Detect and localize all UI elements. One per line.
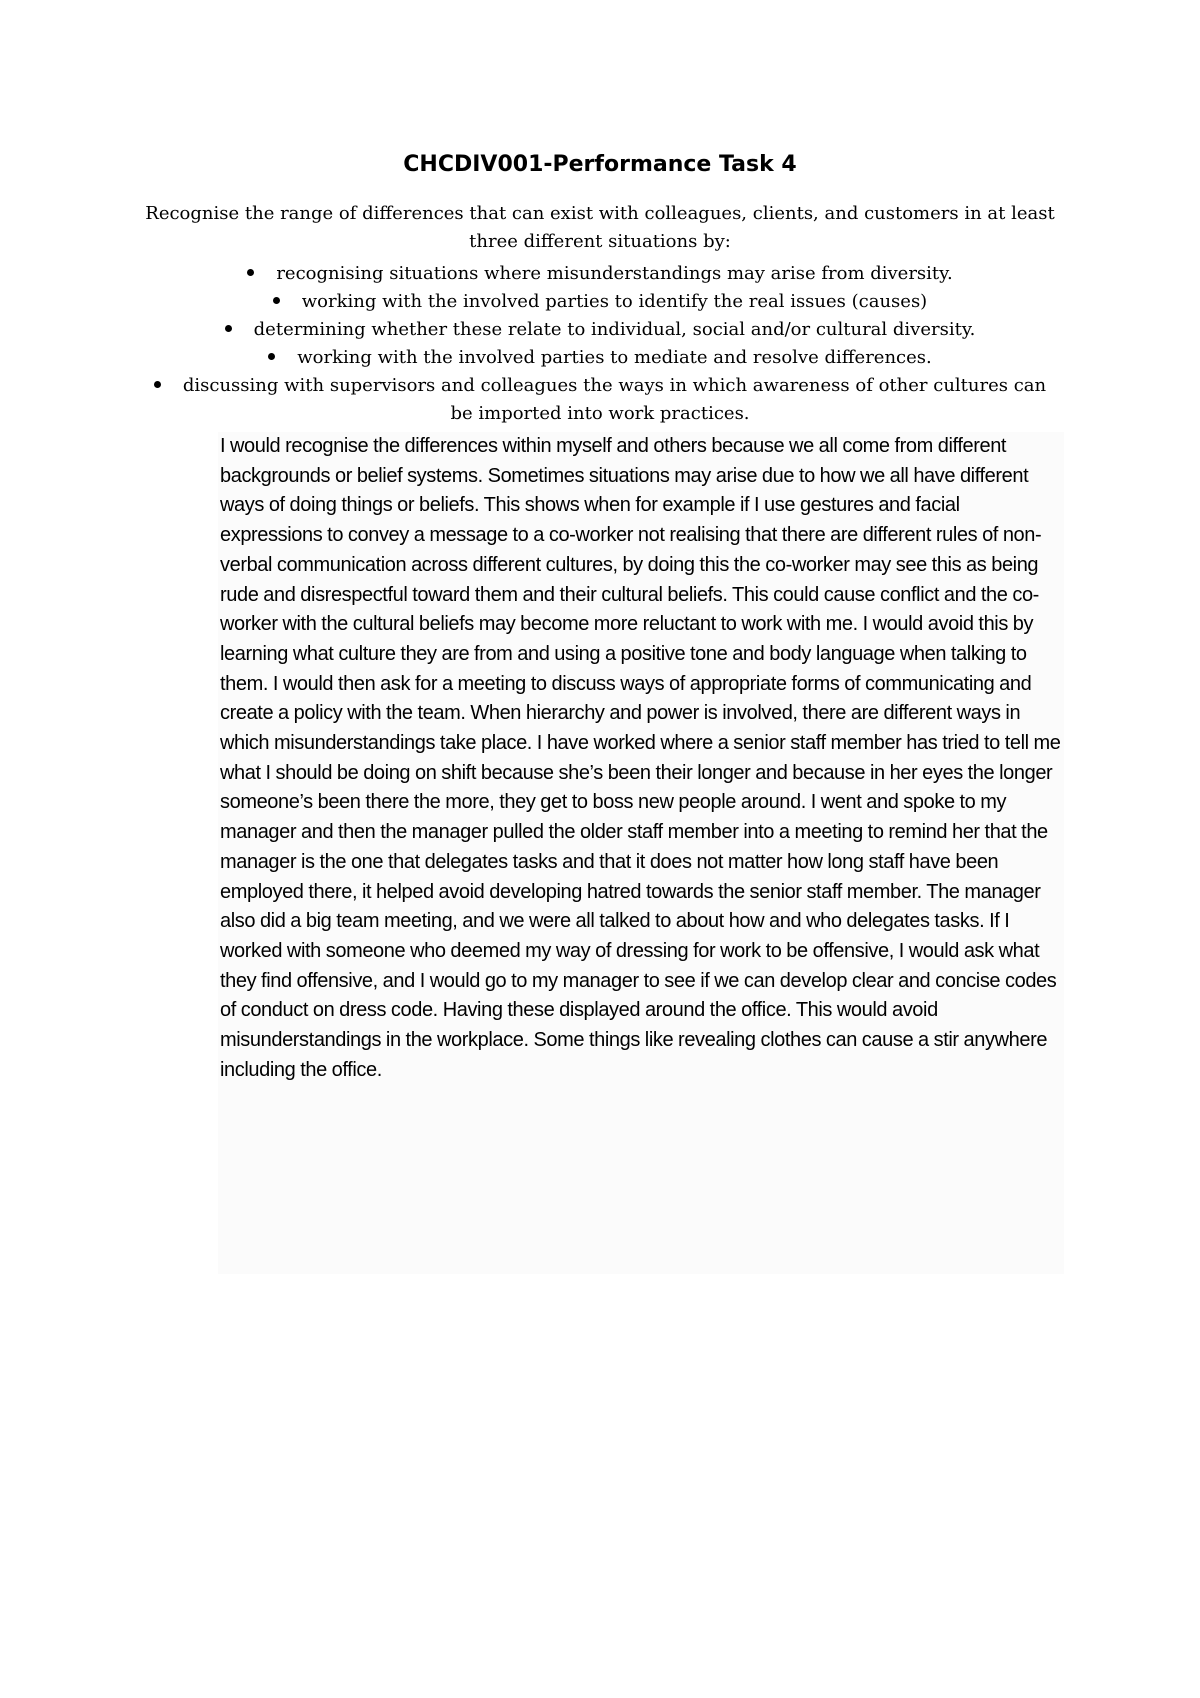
list-item-text: recognising situations where misunderstandings may arise from diversity. [276, 263, 953, 284]
document-title: CHCDIV001-Performance Task 4 [403, 152, 797, 177]
list-item [140, 344, 1060, 372]
requirements-list [140, 260, 1060, 428]
bullet-icon [247, 269, 254, 276]
list-item [140, 372, 1060, 428]
bullet-icon [273, 297, 280, 304]
list-item [140, 260, 1060, 288]
list-item [140, 316, 1060, 344]
answer-box [218, 432, 1064, 1274]
list-item-text: discussing with supervisors and colleagues the ways in which awareness of other cultures can be imported into work practices. [182, 375, 1047, 424]
list-item [140, 288, 1060, 316]
list-item-text: working with the involved parties to identify the real issues (causes) [301, 291, 928, 312]
bullet-icon [154, 381, 161, 388]
list-item-text: working with the involved parties to mediate and resolve differences. [297, 347, 932, 368]
bullet-icon [225, 325, 232, 332]
task-instructions: Recognise the range of differences that can exist with colleagues, clients, and customers in at least three different situations by: [145, 203, 1055, 252]
list-item-text: determining whether these relate to individual, social and/or cultural diversity. [253, 319, 976, 340]
bullet-icon [268, 353, 275, 360]
answer-text: I would recognise the differences within myself and others because we all come from different backgrounds or belief systems. Sometimes situations may arise due to how we all have different ways of doing things or beliefs. This shows when for example if I use gestures and facial expressions to convey a message to a co-worker not realising that there are different rules of non-verbal communication across different cultures, by doing this the co-worker may see this as being rude and disrespectful toward them and their cultural beliefs. This could cause conflict and the co-worker with the cultural beliefs may become more reluctant to work with me. I would avoid this by learning what culture they are from and using a positive tone and body language when talking to them. I would then ask for a meeting to discuss ways of appropriate forms of communicating and create a policy with the team. When hierarchy and power is involved, there are different ways in which misunderstandings take place. I have worked where a senior staff member has tried to tell me what I should be doing on shift because she’s been their longer and because in her eyes the longer someone’s been there the more, they get to boss new people around. I went and spoke to my manager and then the manager pulled the older staff member into a meeting to remind her that the manager is the one that delegates tasks and that it does not matter how long staff have been employed there, it helped avoid developing hatred towards the senior staff member. The manager also did a big team meeting, and we were all talked to about how and who delegates tasks. If I worked with someone who deemed my way of dressing for work to be offensive, I would ask what they find offensive, and I would go to my manager to see if we can develop clear and concise codes of conduct on dress code. Having these displayed around the office. This would avoid misunderstandings in the workplace. Some things like revealing clothes can cause a stir anywhere including the office. [220, 435, 1061, 1081]
